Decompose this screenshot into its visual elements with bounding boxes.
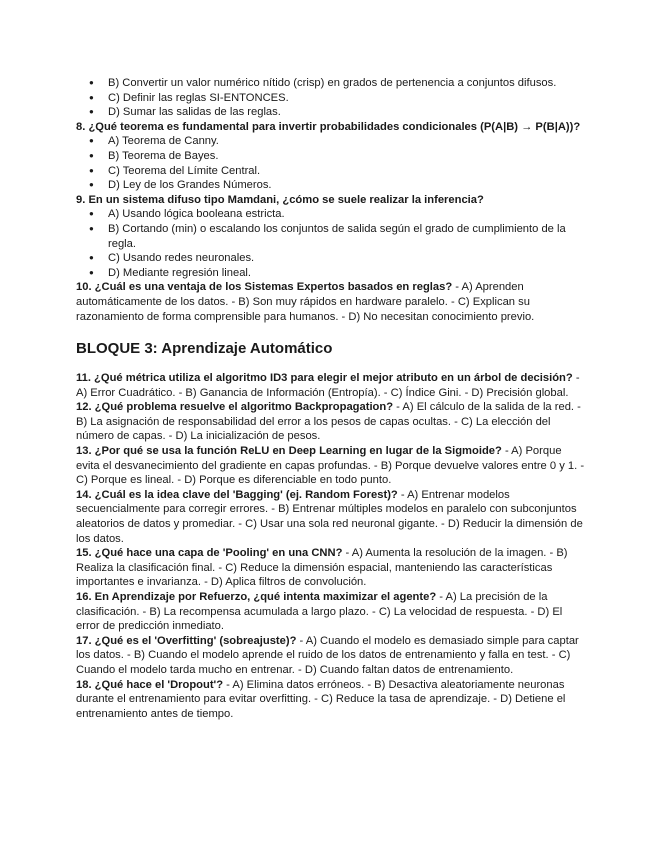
question-17 (76, 634, 586, 678)
option-item: ● C) Usando redes neuronales. (76, 251, 586, 266)
question-8 (76, 120, 586, 135)
option-item: ● B) Teorema de Bayes. (76, 149, 586, 164)
answer-text: - A) Porque evita el desvanecimiento del gradiente en capas profundas. - B) Porque devuelve valores entre 0 y 1. - C) Porque es lineal. - D) Porque es diferenciable en todo punto. (76, 445, 585, 487)
question-text: 12. ¿Qué problema resuelve el algoritmo Backpropagation? (76, 401, 394, 414)
question-text: 11. ¿Qué métrica utiliza el algoritmo ID3 para elegir el mejor atributo en un árbol de decisión? (76, 372, 573, 385)
option-item: ● B) Cortando (min) o escalando los conjuntos de salida según el grado de cumplimiento de la regla. (76, 222, 586, 251)
answer-text: - A) El cálculo de la salida de la red. - B) La asignación de responsabilidad del error a los pesos de capas ocultas. - C) La elección del número de capas. - D) La inicialización de pesos. (76, 401, 581, 443)
question-text: 17. ¿Qué es el 'Overfitting' (sobreajuste)? (76, 634, 297, 647)
question-text: 8. ¿Qué teorema es fundamental para invertir probabilidades condicionales (P(A|B) → P(B|A))? (76, 120, 581, 133)
question-16 (76, 590, 586, 634)
answer-text: - A) Aumenta la resolución de la imagen. - B) Realiza la clasificación final. - C) Reduce la dimensión espacial, manteniendo las características importantes e invarianza. - D) Aplica filtros de convolución. (76, 547, 568, 589)
question-13 (76, 444, 586, 488)
question-text: 18. ¿Qué hace el 'Dropout'? (76, 678, 224, 691)
page-content (76, 76, 586, 721)
answer-text: - A) Aprenden automáticamente de los datos. - B) Son muy rápidos en hardware paralelo. - C) Explican su razonamiento de forma comprensible para humanos. - D) No necesitan conocimiento previo. (76, 281, 535, 323)
question-18 (76, 678, 586, 722)
section-heading: BLOQUE 3: Aprendizaje Automático (76, 340, 333, 358)
question-14 (76, 488, 586, 546)
option-item: ● A) Teorema de Canny. (76, 134, 586, 149)
option-item: ● C) Definir las reglas SI-ENTONCES. (76, 91, 586, 106)
q8-options-list (76, 134, 586, 192)
option-item: ● D) Mediante regresión lineal. (76, 266, 586, 281)
option-item: ● D) Ley de los Grandes Números. (76, 178, 586, 193)
option-item: ● A) Usando lógica booleana estricta. (76, 207, 586, 222)
question-15 (76, 546, 586, 590)
question-9 (76, 193, 586, 208)
question-text: 15. ¿Qué hace una capa de 'Pooling' en una CNN? (76, 547, 343, 560)
question-text: 10. ¿Cuál es una ventaja de los Sistemas Expertos basados en reglas? (76, 281, 453, 294)
question-text: 16. En Aprendizaje por Refuerzo, ¿qué intenta maximizar el agente? (76, 591, 437, 603)
question-text: 14. ¿Cuál es la idea clave del 'Bagging' (ej. Random Forest)? (76, 488, 398, 501)
question-text: 13. ¿Por qué se usa la función ReLU en Deep Learning en lugar de la Sigmoide? (76, 445, 502, 458)
answer-text: - A) Entrenar modelos secuencialmente para corregir errores. - B) Entrenar múltiples modelos en paralelo con subconjuntos aleatorios de datos y promediar. - C) Usar una sola red neuronal gigante. - D) Reducir la dimensión de los datos. (76, 488, 583, 545)
answer-text: - A) La precisión de la clasificación. - B) La recompensa acumulada a largo plazo. - C) La velocidad de respuesta. - D) El error de predicción inmediato. (76, 591, 563, 633)
question-10 (76, 280, 586, 324)
question-12 (76, 400, 586, 444)
option-item: ● B) Convertir un valor numérico nítido (crisp) en grados de pertenencia a conjuntos difusos. (76, 76, 586, 91)
answer-text: - A) Cuando el modelo es demasiado simple para captar los datos. - B) Cuando el modelo aprende el ruido de los datos de entrenamiento y falla en test. - C) Cuando el modelo tarda mucho en entrenar. - D) Cuando faltan datos de entrenamiento. (76, 634, 579, 676)
question-text: 9. En un sistema difuso tipo Mamdani, ¿cómo se suele realizar la inferencia? (76, 193, 484, 206)
q7-options-list (76, 76, 586, 120)
q9-options-list (76, 207, 586, 280)
option-item: ● D) Sumar las salidas de las reglas. (76, 105, 586, 120)
option-item: ● C) Teorema del Límite Central. (76, 164, 586, 179)
answer-text: - A) Error Cuadrático. - B) Ganancia de Información (Entropía). - C) Índice Gini. - D) Precisión global. (76, 372, 580, 399)
answer-text: - A) Elimina datos erróneos. - B) Desactiva aleatoriamente neuronas durante el entrenamiento para evitar overfitting. - C) Reduce la tasa de aprendizaje. - D) Detiene el entrenamiento antes de tiempo. (76, 678, 566, 720)
question-11 (76, 371, 586, 400)
